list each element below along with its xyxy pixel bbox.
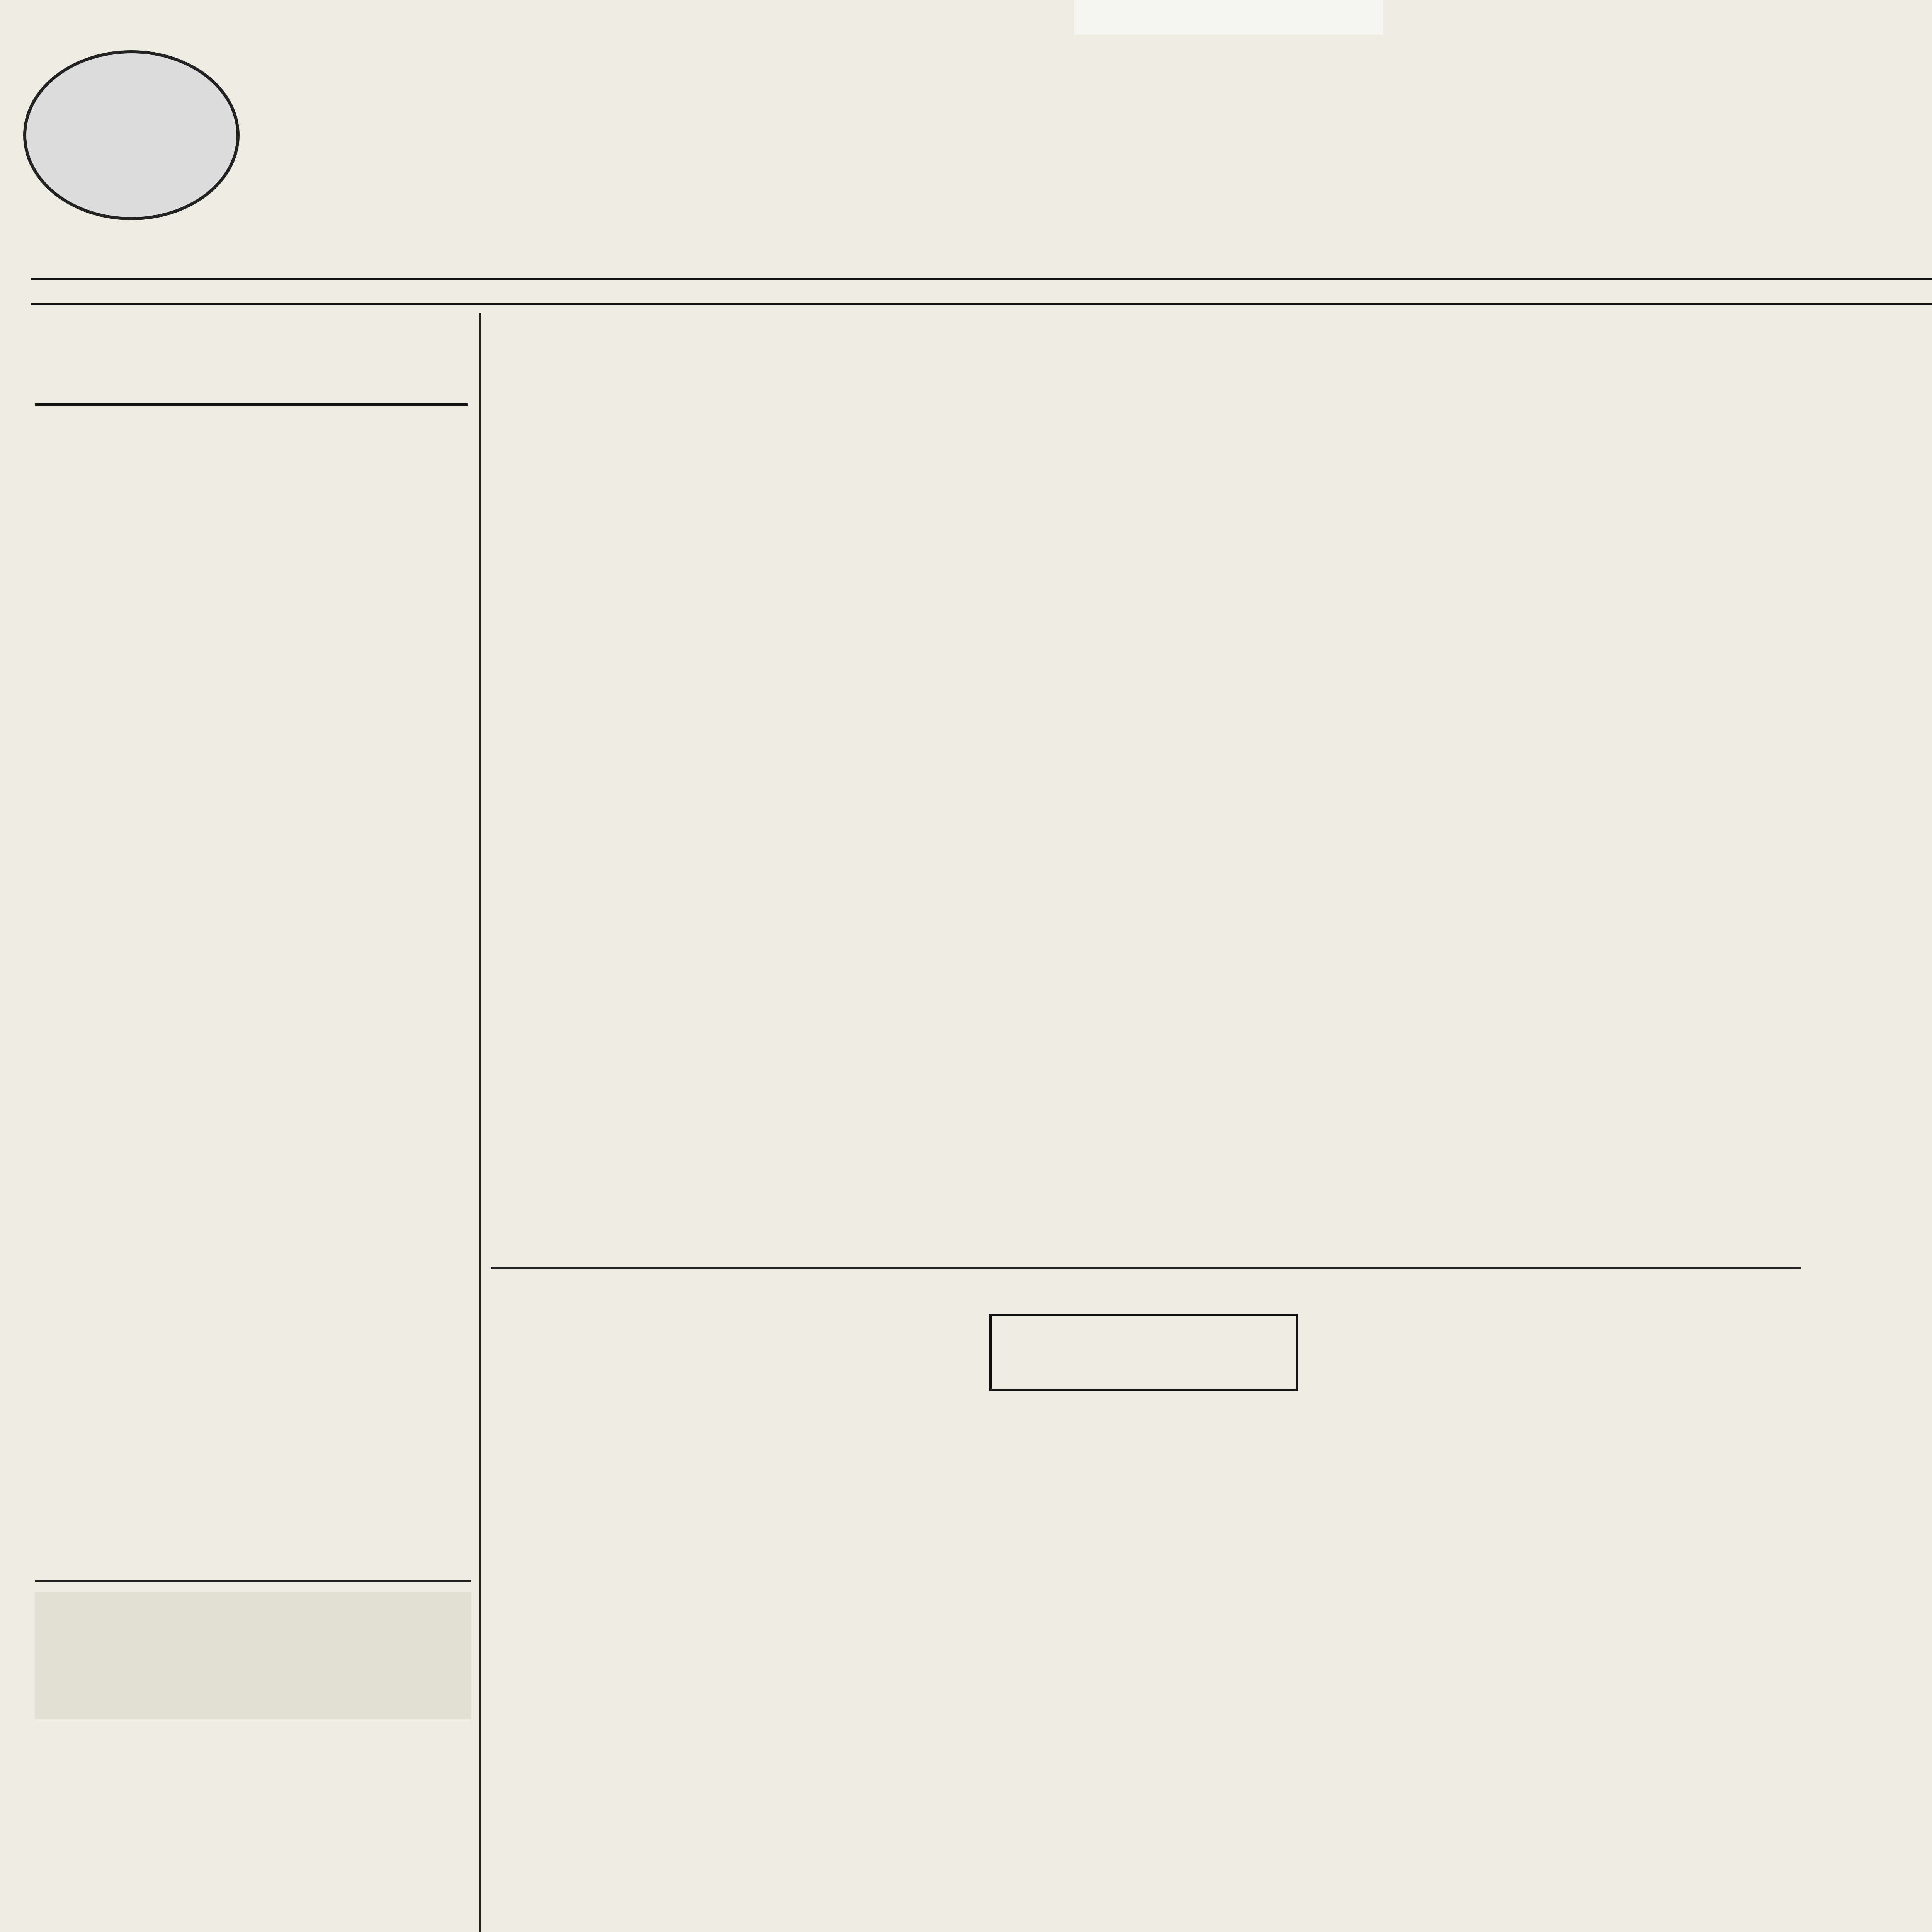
- athenagoras-byline: [39, 417, 464, 502]
- bosporus-kicker: [935, 328, 1352, 352]
- athenagoras-title: [35, 359, 468, 406]
- letters-kicker: [502, 1287, 974, 1310]
- newspaper-subtitle: [440, 228, 1928, 278]
- athenagoras-kicker: [39, 317, 464, 340]
- section-divider: [491, 1267, 1801, 1269]
- letters-title: [502, 1321, 974, 1422]
- athenagoras-body: [39, 510, 464, 1546]
- athenagoras-signature: [39, 1549, 464, 1573]
- issue-info-bar: [31, 278, 1932, 305]
- theatre-title: [989, 1314, 1298, 1391]
- bosporus-body: [935, 440, 1352, 1256]
- bosporus-title: [935, 363, 1352, 406]
- spacer: [1801, 313, 1802, 1932]
- treaty-body: [39, 1917, 464, 1932]
- bosporus-byline: [935, 410, 1352, 433]
- middle-top-kicker: [495, 317, 920, 340]
- treaty-title: [35, 1592, 471, 1719]
- column-divider: [479, 313, 481, 1932]
- separator-line: [35, 1580, 471, 1582]
- middle-right-body: [1364, 317, 1789, 1256]
- theatre-kicker: [989, 1283, 1781, 1306]
- treaty-lead: [39, 1727, 464, 1909]
- middle-top-body: [495, 344, 920, 1256]
- theatre-body: [989, 1403, 1789, 1932]
- letters-body: [502, 1434, 974, 1932]
- newspaper-masthead: [0, 23, 1932, 224]
